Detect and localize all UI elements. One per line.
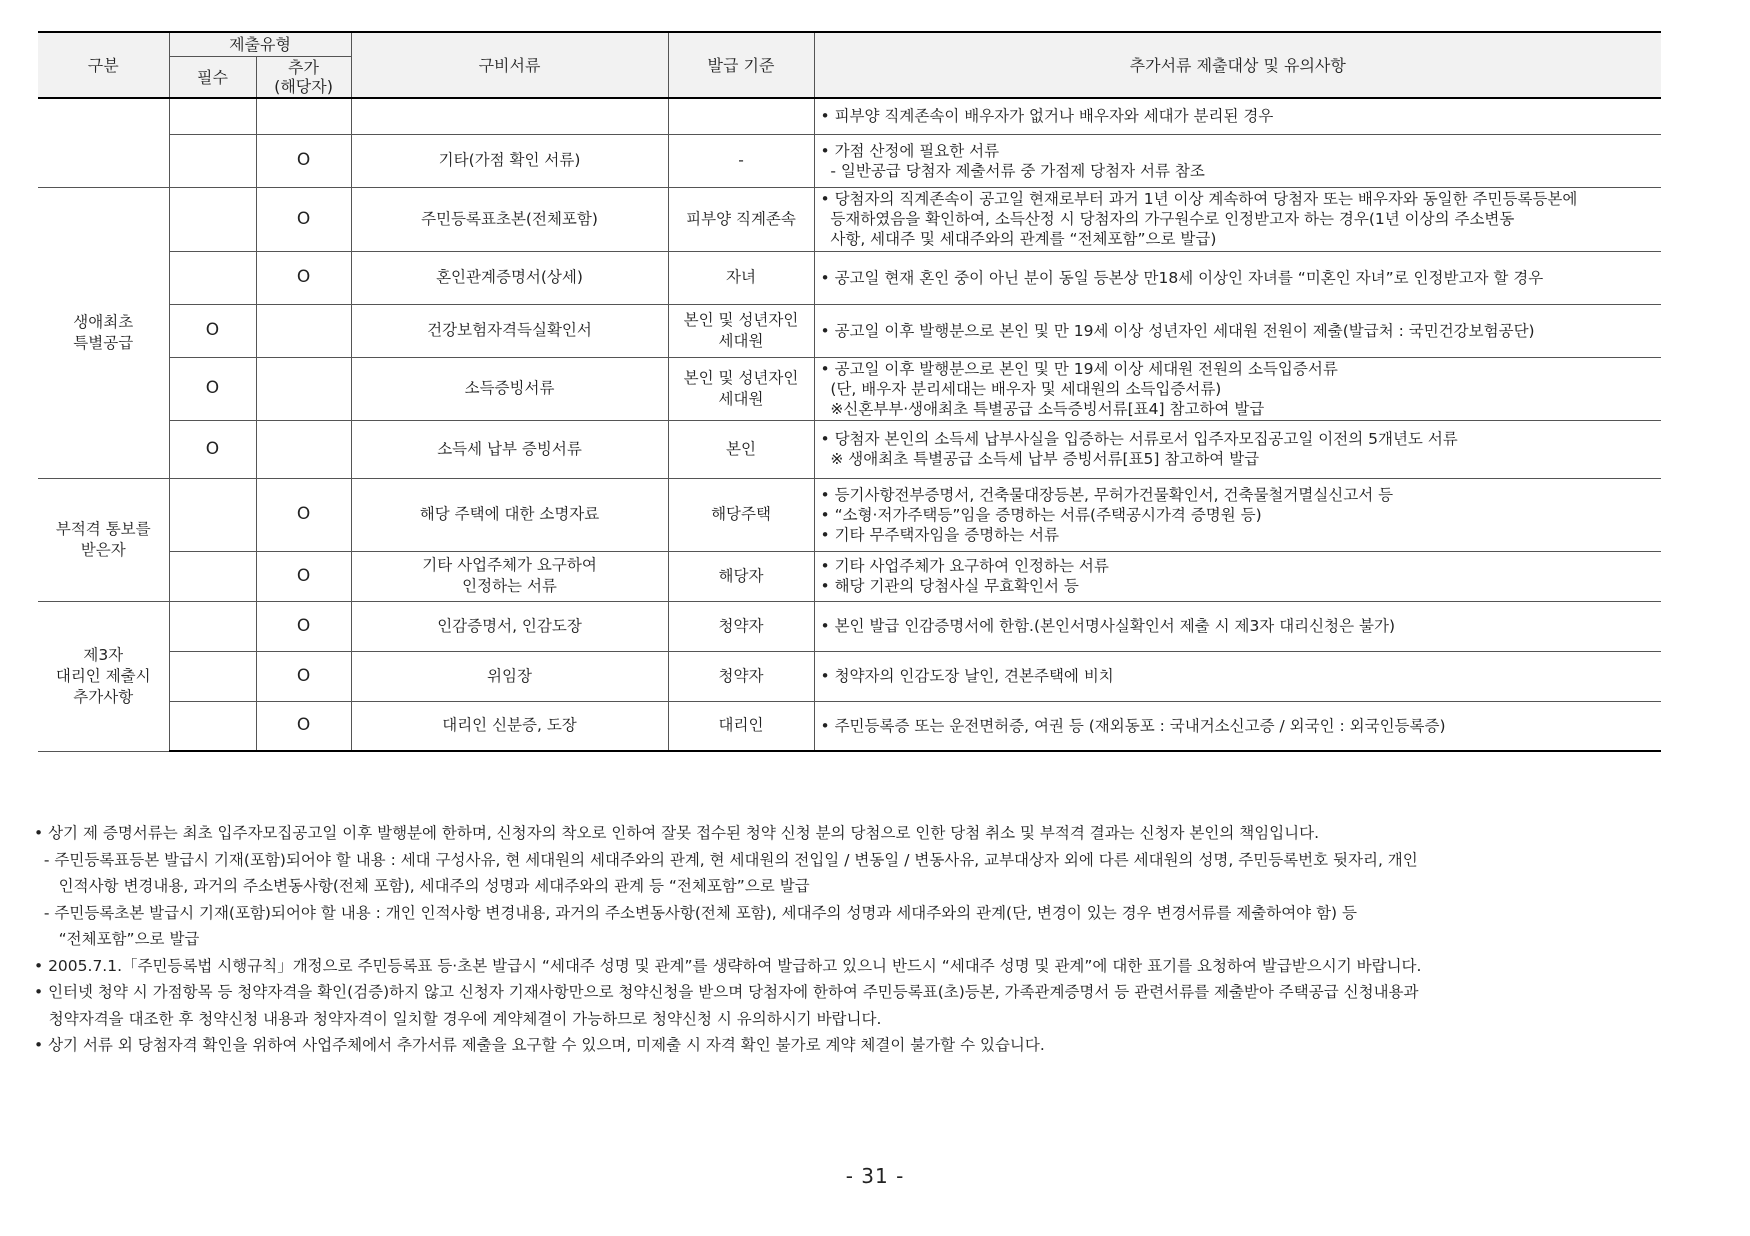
required-mark-cell: O (169, 357, 256, 420)
issue-basis-cell: 청약자 (668, 651, 814, 701)
required-mark-cell (169, 651, 256, 701)
document-name-cell: 기타 사업주체가 요구하여 인정하는 서류 (351, 551, 668, 601)
additional-mark-cell (256, 98, 351, 134)
header-issue-basis: 발급 기준 (668, 32, 814, 98)
table-row (38, 651, 1661, 701)
required-mark-cell (169, 134, 256, 187)
issue-basis-cell: 피부양 직계존속 (668, 187, 814, 251)
required-mark-cell (169, 601, 256, 651)
additional-mark-cell (256, 304, 351, 357)
notes-cell (814, 187, 1661, 251)
note-line: • 당첨자의 직계존속이 공고일 현재로부터 과거 1년 이상 계속하여 당첨자 또는 배우자와 동일한 주민등록등본에 (820, 190, 1578, 208)
required-mark-cell (169, 478, 256, 551)
issue-basis-cell: 해당주택 (668, 478, 814, 551)
notes-cell (814, 601, 1661, 651)
header-required: 필수 (169, 57, 256, 99)
notes-cell (814, 134, 1661, 187)
note-line: • 청약자의 인감도장 날인, 견본주택에 비치 (820, 667, 1114, 685)
header-category: 구분 (38, 32, 169, 98)
table-row (38, 357, 1661, 420)
table-row (38, 601, 1661, 651)
table-header (38, 32, 1661, 98)
additional-mark-cell (256, 357, 351, 420)
issue-basis-cell: 대리인 (668, 701, 814, 751)
note-line: - 일반공급 당첨자 제출서류 중 가점제 당첨자 서류 참조 (820, 161, 1205, 180)
note-line: • 해당 기관의 당첨사실 무효확인서 등 (820, 577, 1079, 595)
header-submit-type: 제출유형 (169, 32, 351, 57)
required-mark-cell (169, 187, 256, 251)
category-cell: 제3자 대리인 제출시 추가사항 (38, 601, 169, 751)
note-line: 등재하였음을 확인하여, 소득산정 시 당첨자의 가구원수로 인정받고자 하는 경우(1년 이상의 주소변동 (820, 210, 1515, 228)
note-line: 사항, 세대주 및 세대주와의 관계를 “전체포함”으로 발급) (820, 230, 1217, 248)
issue-basis-cell: - (668, 134, 814, 187)
note-line: • 공고일 이후 발행분으로 본인 및 만 19세 이상 성년자인 세대원 전원이 제출(발급처 : 국민건강보험공단) (820, 321, 1535, 340)
additional-mark-cell: O (256, 651, 351, 701)
header-notes: 추가서류 제출대상 및 유의사항 (814, 32, 1661, 98)
document-name-cell: 주민등록표초본(전체포함) (351, 187, 668, 251)
footnotes (34, 820, 1674, 1059)
additional-mark-cell: O (256, 134, 351, 187)
document-name-cell: 소득증빙서류 (351, 357, 668, 420)
document-name-cell: 소득세 납부 증빙서류 (351, 420, 668, 478)
table-row (38, 251, 1661, 304)
issue-basis-cell: 해당자 (668, 551, 814, 601)
document-requirements-table (38, 31, 1661, 752)
issue-basis-cell: 자녀 (668, 251, 814, 304)
note-line: • 피부양 직계존속이 배우자가 없거나 배우자와 세대가 분리된 경우 (820, 107, 1274, 126)
additional-mark-cell: O (256, 551, 351, 601)
additional-mark-cell (256, 420, 351, 478)
document-name-cell: 기타(가점 확인 서류) (351, 134, 668, 187)
document-name-cell: 건강보험자격득실확인서 (351, 304, 668, 357)
footnote-line: • 인터넷 청약 시 가점항목 등 청약자격을 확인(검증)하지 않고 신청자 기재사항만으로 청약신청을 받으며 당첨자에 한하여 주민등록표(초)등본, 가족관계증명서 등 관련서류를 제출받아 주택공급 신청내용과 (34, 983, 1419, 1001)
table-row (38, 420, 1661, 478)
footnote-line: • 상기 서류 외 당첨자격 확인을 위하여 사업주체에서 추가서류 제출을 요구할 수 있으며, 미제출 시 자격 확인 불가로 계약 체결이 불가할 수 있습니다. (34, 1036, 1045, 1054)
additional-mark-cell: O (256, 251, 351, 304)
document-name-cell: 대리인 신분증, 도장 (351, 701, 668, 751)
table-row (38, 187, 1661, 251)
issue-basis-cell (668, 98, 814, 134)
additional-mark-cell: O (256, 601, 351, 651)
note-line: ※ 생애최초 특별공급 소득세 납부 증빙서류[표5] 참고하여 발급 (820, 450, 1260, 468)
note-line: • 가점 산정에 필요한 서류 (820, 141, 1000, 160)
notes-cell (814, 420, 1661, 478)
note-line: • 기타 사업주체가 요구하여 인정하는 서류 (820, 557, 1109, 575)
footnote-line: “전체포함”으로 발급 (34, 930, 200, 948)
notes-cell (814, 551, 1661, 601)
footnote-line: 청약자격을 대조한 후 청약신청 내용과 청약자격이 일치할 경우에 계약체결이 가능하므로 청약신청 시 유의하시기 바랍니다. (34, 1009, 882, 1028)
header-additional: 추가 (해당자) (256, 57, 351, 99)
document-name-cell: 위임장 (351, 651, 668, 701)
required-mark-cell: O (169, 304, 256, 357)
document-name-cell: 혼인관계증명서(상세) (351, 251, 668, 304)
table-row (38, 478, 1661, 551)
required-mark-cell (169, 701, 256, 751)
footnote-line: • 상기 제 증명서류는 최초 입주자모집공고일 이후 발행분에 한하며, 신청자의 착오로 인하여 잘못 접수된 청약 신청 분의 당첨으로 인한 당첨 취소 및 부적격 결과는 신청자 본인의 책임입니다. (34, 824, 1320, 842)
note-line: • 당첨자 본인의 소득세 납부사실을 입증하는 서류로서 입주자모집공고일 이전의 5개년도 서류 (820, 430, 1458, 448)
table-row (38, 701, 1661, 751)
footnote-line: - 주민등록표등본 발급시 기재(포함)되어야 할 내용 : 세대 구성사유, 현 세대원의 세대주와의 관계, 현 세대원의 전입일 / 변동일 / 변동사유, 교부대상자 외에 다른 세대원의 성명, 주민등록번호 뒷자리, 개인 (34, 850, 1418, 869)
required-mark-cell (169, 251, 256, 304)
table-row (38, 134, 1661, 187)
notes-cell (814, 304, 1661, 357)
additional-mark-cell: O (256, 478, 351, 551)
note-line: ※신혼부부·생애최초 특별공급 소득증빙서류[표4] 참고하여 발급 (820, 399, 1265, 418)
header-documents: 구비서류 (351, 32, 668, 98)
footnote-line: • 2005.7.1.「주민등록법 시행규칙」개정으로 주민등록표 등·초본 발급시 “세대주 성명 및 관계”를 생략하여 발급하고 있으니 반드시 “세대주 성명 및 관계”에 대한 표기를 요청하여 발급받으시기 바랍니다. (34, 956, 1422, 975)
note-line: (단, 배우자 분리세대는 배우자 및 세대원의 소득입증서류) (820, 379, 1222, 398)
required-mark-cell (169, 551, 256, 601)
table-body (38, 98, 1661, 751)
document-name-cell: 인감증명서, 인감도장 (351, 601, 668, 651)
notes-cell (814, 251, 1661, 304)
table-row (38, 304, 1661, 357)
category-cell: 부적격 통보를 받은자 (38, 478, 169, 601)
notes-cell (814, 478, 1661, 551)
note-line: • 공고일 이후 발행분으로 본인 및 만 19세 이상 세대원 전원의 소득입증서류 (820, 359, 1338, 378)
notes-cell (814, 701, 1661, 751)
additional-mark-cell: O (256, 701, 351, 751)
note-line: • “소형·저가주택등”임을 증명하는 서류(주택공시가격 증명원 등) (820, 505, 1262, 524)
issue-basis-cell: 본인 및 성년자인 세대원 (668, 304, 814, 357)
required-mark-cell (169, 98, 256, 134)
footnote-line: 인적사항 변경내용, 과거의 주소변동사항(전체 포함), 세대주의 성명과 세대주와의 관계 등 “전체포함”으로 발급 (34, 877, 810, 895)
table-row (38, 98, 1661, 134)
issue-basis-cell: 청약자 (668, 601, 814, 651)
note-line: • 등기사항전부증명서, 건축물대장등본, 무허가건물확인서, 건축물철거멸실신고서 등 (820, 485, 1394, 504)
additional-mark-cell: O (256, 187, 351, 251)
issue-basis-cell: 본인 (668, 420, 814, 478)
footnote-line: - 주민등록초본 발급시 기재(포함)되어야 할 내용 : 개인 인적사항 변경내용, 과거의 주소변동사항(전체 포함), 세대주의 성명과 세대주와의 관계(단, 변경이 있는 경우 변경서류를 제출하여야 함) 등 (34, 903, 1358, 922)
note-line: • 기타 무주택자임을 증명하는 서류 (820, 525, 1059, 544)
table-row (38, 551, 1661, 601)
document-name-cell (351, 98, 668, 134)
notes-cell (814, 651, 1661, 701)
document-name-cell: 해당 주택에 대한 소명자료 (351, 478, 668, 551)
notes-cell (814, 98, 1661, 134)
notes-cell (814, 357, 1661, 420)
category-cell (38, 98, 169, 187)
page-number: - 31 - (845, 1164, 905, 1188)
category-cell: 생애최초 특별공급 (38, 187, 169, 478)
note-line: • 본인 발급 인감증명서에 한함.(본인서명사실확인서 제출 시 제3자 대리신청은 불가) (820, 617, 1395, 635)
note-line: • 공고일 현재 혼인 중이 아닌 분이 동일 등본상 만18세 이상인 자녀를 “미혼인 자녀”로 인정받고자 할 경우 (820, 268, 1544, 287)
required-mark-cell: O (169, 420, 256, 478)
note-line: • 주민등록증 또는 운전면허증, 여권 등 (재외동포 : 국내거소신고증 / 외국인 : 외국인등록증) (820, 716, 1446, 735)
issue-basis-cell: 본인 및 성년자인 세대원 (668, 357, 814, 420)
